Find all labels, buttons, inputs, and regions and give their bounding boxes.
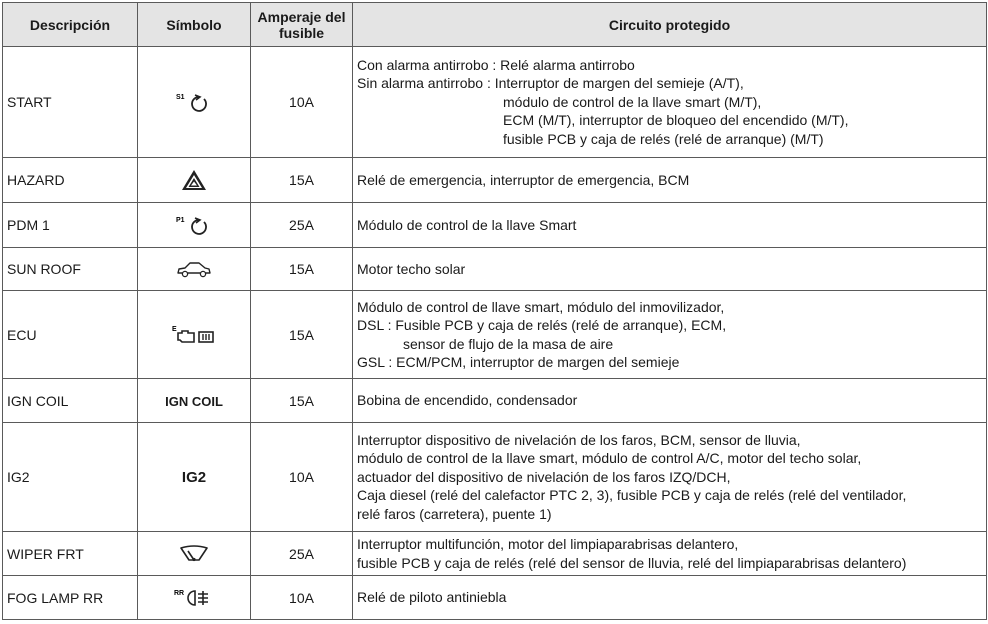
fuse-amperage: 25A [251, 203, 353, 248]
fuse-amperage: 10A [251, 576, 353, 620]
fuse-symbol [138, 291, 251, 379]
fuse-table [2, 2, 987, 620]
table-row [3, 203, 987, 248]
circuit-line: relé faros (carretera), puente 1) [357, 505, 552, 522]
fuse-amperage: 15A [251, 291, 353, 379]
fuse-description: PDM 1 [3, 203, 138, 248]
circuit-line: GSL : ECM/PCM, interruptor de margen del semieje [357, 354, 680, 370]
fuse-symbol [138, 158, 251, 203]
sunroof-icon [176, 260, 212, 278]
fuse-symbol [138, 248, 251, 291]
fuse-circuit [353, 158, 987, 203]
fuse-symbol [138, 379, 251, 423]
fuse-description: IGN COIL [3, 379, 138, 423]
ig2-symbol: IG2 [181, 468, 207, 486]
fuse-symbol [138, 203, 251, 248]
circuit-line: DSL : Fusible PCB y caja de relés (relé de arranque), ECM, [357, 317, 727, 333]
header-amperage: Amperaje del fusible [251, 3, 353, 47]
circuit-line: Sin alarma antirrobo : Interruptor de margen del semieje (A/T), [357, 75, 744, 92]
fuse-symbol [138, 576, 251, 620]
rear-fog-lamp-icon [172, 587, 216, 609]
ign-coil-symbol: IGN COIL [165, 393, 223, 409]
fuse-circuit [353, 532, 987, 576]
start-icon [174, 90, 214, 114]
header-description: Descripción [3, 3, 138, 47]
circuit-line: Módulo de control de llave smart, módulo del inmovilizador, [357, 298, 725, 315]
fuse-description: START [3, 47, 138, 158]
hazard-icon [181, 169, 207, 191]
fuse-description: SUN ROOF [3, 248, 138, 291]
fuse-symbol [138, 532, 251, 576]
fuse-symbol [138, 423, 251, 532]
wiper-icon [179, 545, 209, 563]
fuse-circuit [353, 203, 987, 248]
fuse-amperage: 15A [251, 379, 353, 423]
table-row [3, 576, 987, 620]
circuit-line: Interruptor multifunción, motor del limpiaparabrisas delantero, [357, 536, 739, 552]
fuse-description: WIPER FRT [3, 532, 138, 576]
circuit-line: módulo de control de la llave smart (M/T), [503, 93, 762, 110]
circuit-line: fusible PCB y caja de relés (relé del sensor de lluvia, relé del limpiaparabrisas delantero) [357, 554, 907, 571]
circuit-line: Caja diesel (relé del calefactor PTC 2, 3), fusible PCB y caja de relés (relé del ventilador, [357, 487, 907, 504]
circuit-line: fusible PCB y caja de relés (relé de arranque) (M/T) [503, 130, 824, 147]
fuse-description: FOG LAMP RR [3, 576, 138, 620]
fuse-amperage: 10A [251, 423, 353, 532]
circuit-line: módulo de control de la llave smart, módulo de control A/C, motor del techo solar, [357, 450, 862, 467]
circuit-line: Relé de piloto antiniebla [357, 589, 507, 606]
pdm-icon [174, 213, 214, 237]
fuse-circuit [353, 248, 987, 291]
circuit-line: Con alarma antirrobo : Relé alarma antirrobo [357, 56, 635, 73]
fuse-circuit [353, 47, 987, 158]
header-row [3, 3, 987, 47]
rear-fog-lamp-icon-label: RR [174, 589, 185, 597]
fuse-circuit [353, 379, 987, 423]
fuse-description: ECU [3, 291, 138, 379]
fuse-circuit [353, 576, 987, 620]
circuit-line: Interruptor dispositivo de nivelación de los faros, BCM, sensor de lluvia, [357, 431, 801, 448]
fuse-description: IG2 [3, 423, 138, 532]
fuse-amperage: 15A [251, 248, 353, 291]
table-row [3, 47, 987, 158]
engine-ecu-icon [170, 323, 218, 347]
fuse-amperage: 10A [251, 47, 353, 158]
table-row [3, 291, 987, 379]
fuse-symbol [138, 47, 251, 158]
header-circuit: Circuito protegido [353, 3, 987, 47]
fuse-circuit [353, 291, 987, 379]
circuit-line: sensor de flujo de la masa de aire [403, 335, 614, 352]
fuse-amperage: 15A [251, 158, 353, 203]
table-row [3, 532, 987, 576]
fuse-circuit [353, 423, 987, 532]
header-symbol: Símbolo [138, 3, 251, 47]
start-icon-label: S1 [176, 94, 185, 101]
pdm-icon-label: P1 [176, 217, 185, 224]
circuit-line: Bobina de encendido, condensador [357, 392, 578, 409]
table-row [3, 158, 987, 203]
table-row [3, 248, 987, 291]
circuit-line: actuador del dispositivo de nivelación de los faros IZQ/DCH, [357, 468, 731, 485]
table-row [3, 379, 987, 423]
circuit-line: Relé de emergencia, interruptor de emergencia, BCM [357, 171, 690, 188]
table-row [3, 423, 987, 532]
fuse-amperage: 25A [251, 532, 353, 576]
circuit-line: ECM (M/T), interruptor de bloqueo del encendido (M/T), [503, 112, 849, 129]
engine-ecu-icon-label: E [172, 325, 177, 333]
fuse-description: HAZARD [3, 158, 138, 203]
circuit-line: Módulo de control de la llave Smart [357, 216, 577, 233]
circuit-line: Motor techo solar [357, 260, 466, 277]
